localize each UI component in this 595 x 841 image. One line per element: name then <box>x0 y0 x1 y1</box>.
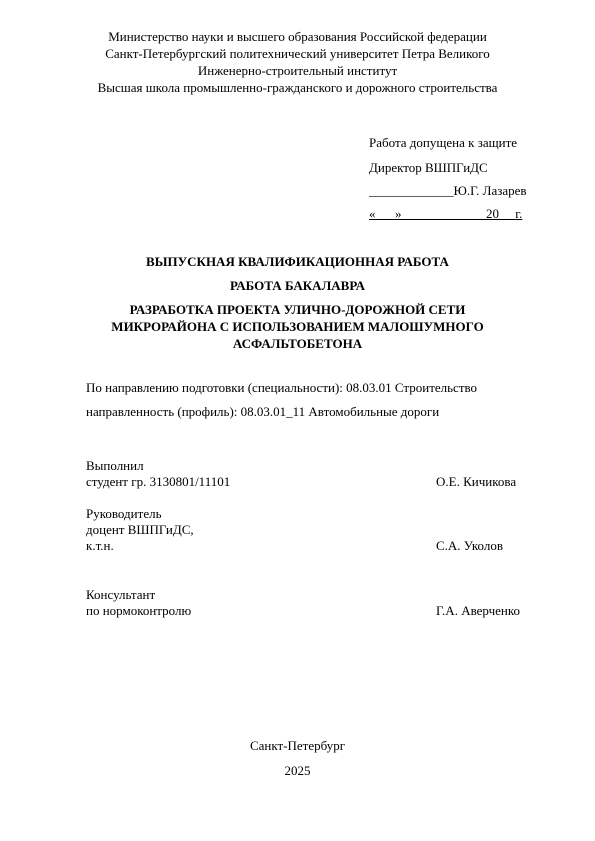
date-close-quote: » <box>395 206 402 221</box>
consultant-name: Г.А. Аверченко <box>436 603 521 618</box>
approval-signature-line <box>369 182 527 199</box>
approval-director: Директор ВШПГиДС <box>369 160 488 175</box>
supervisor-degree: к.т.н. <box>86 538 114 553</box>
footer-year: 2025 <box>284 763 311 778</box>
author-name: О.Е. Кичикова <box>436 474 517 489</box>
topic-line-2: МИКРОРАЙОНА С ИСПОЛЬЗОВАНИЕМ МАЛОШУМНОГО <box>111 319 484 334</box>
university-line: Санкт-Петербургский политехнический университет Петра Великого <box>105 46 490 61</box>
program-direction: По направлению подготовки (специальности): 08.03.01 Строительство <box>86 380 478 395</box>
director-name: Ю.Г. Лазарев <box>453 183 527 198</box>
program-profile: направленность (профиль): 08.03.01_11 Автомобильные дороги <box>86 404 440 419</box>
date-year: 20 <box>486 206 499 221</box>
topic-title <box>0 301 595 352</box>
degree-title: РАБОТА БАКАЛАВРА <box>230 278 365 293</box>
date-year-blank: __ <box>499 206 512 221</box>
date-month-blank: _____________ <box>401 206 486 221</box>
author-group: студент гр. 3130801/11101 <box>86 474 231 489</box>
approval-date-line <box>369 205 522 222</box>
consultant-label <box>86 587 191 619</box>
topic-line-1: РАЗРАБОТКА ПРОЕКТА УЛИЧНО-ДОРОЖНОЙ СЕТИ <box>129 302 466 317</box>
date-day-blank: ___ <box>375 206 395 221</box>
supervisor-position: доцент ВШПГиДС, <box>86 522 194 537</box>
school-line: Высшая школа промышленно-гражданского и дорожного строительства <box>97 80 498 95</box>
date-suffix: г. <box>515 206 523 221</box>
topic-line-3: АСФАЛЬТОБЕТОНА <box>232 336 363 351</box>
ministry-line: Министерство науки и высшего образования Российской федерации <box>108 29 487 44</box>
date-open-quote: « <box>369 206 376 221</box>
supervisor-label <box>86 506 194 554</box>
work-type-title: ВЫПУСКНАЯ КВАЛИФИКАЦИОННАЯ РАБОТА <box>146 254 449 269</box>
institution-header <box>0 28 595 96</box>
author-role: Выполнил <box>86 458 144 473</box>
signature-blank: _____________ <box>369 183 454 198</box>
approval-admitted: Работа допущена к защите <box>369 135 518 150</box>
footer-city: Санкт-Петербург <box>249 738 346 753</box>
author-label <box>86 458 230 490</box>
consultant-area: по нормоконтролю <box>86 603 192 618</box>
consultant-role: Консультант <box>86 587 156 602</box>
institute-line: Инженерно-строительный институт <box>197 63 398 78</box>
supervisor-name: С.А. Уколов <box>436 538 503 553</box>
supervisor-role: Руководитель <box>86 506 162 521</box>
